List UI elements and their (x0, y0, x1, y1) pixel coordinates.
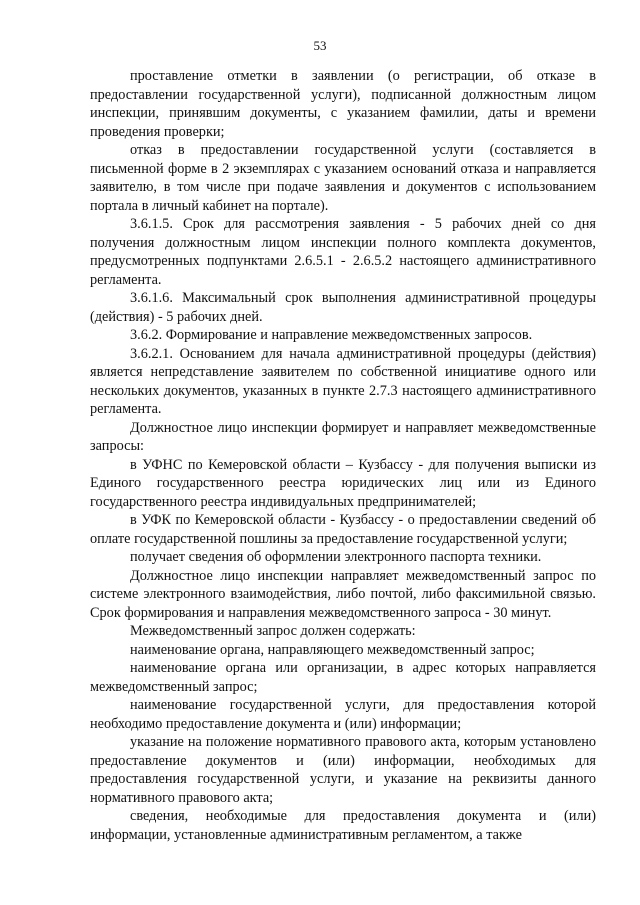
paragraph-request-sending: Должностное лицо инспекции направляет межведомственный запрос по системе электронного взаимодействия, либо почтой, либо факсимильной связью. Срок формирования и направления межведомственного запроса - 30 минут. (90, 567, 596, 621)
paragraph-3-6-2-1: 3.6.2.1. Основанием для начала административной процедуры (действия) является непредставление заявителем по собственной инициативе одного или нескольких документов, указанных в пункте 2.7.3 настоящего административного регламента. (90, 345, 596, 417)
paragraph-recipient-name: наименование органа или организации, в адрес которых направляется межведомственный запрос; (90, 660, 596, 695)
paragraph-3-6-1-6: 3.6.1.6. Максимальный срок выполнения административной процедуры (действия) - 5 рабочих дней. (90, 290, 596, 325)
paragraph-official-forms-requests: Должностное лицо инспекции формирует и направляет межведомственные запросы: (90, 419, 596, 454)
paragraph-3-6-1-5: 3.6.1.5. Срок для рассмотрения заявления - 5 рабочих дней со дня получения должностным лицом инспекции полного комплекта документов, предусмотренных подпунктами 2.6.5.1 - 2.6.5.2 настоящего административного регламента. (90, 216, 596, 288)
paragraph-request-contents: Межведомственный запрос должен содержать: (130, 623, 416, 639)
page-number: 53 (313, 38, 327, 53)
paragraph-service-name: наименование государственной услуги, для предоставления которой необходимо предоставление документа и (или) информации; (90, 697, 596, 732)
paragraph-electronic-passport: получает сведения об оформлении электронного паспорта техники. (130, 549, 542, 565)
paragraph-3-6-2: 3.6.2. Формирование и направление межведомственных запросов. (130, 327, 533, 343)
paragraph-refusal: отказ в предоставлении государственной услуги (составляется в письменной форме в 2 экземплярах с указанием оснований отказа и направляется заявителю, в том числе при подаче заявления и документов с использованием портала в личный кабинет на портале). (90, 142, 596, 214)
document-body (90, 67, 596, 844)
paragraph-required-info: сведения, необходимые для предоставления документа и (или) информации, установленные административным регламентом, а также (90, 808, 596, 843)
paragraph-approval-mark: проставление отметки в заявлении (о регистрации, об отказе в предоставлении государственной услуги), подписанной должностным лицом инспекции, принявшим документы, с указанием фамилии, даты и времени проведения проверки; (90, 68, 596, 140)
paragraph-ufk: в УФК по Кемеровской области - Кузбассу - о предоставлении сведений об оплате государственной пошлины за предоставление государственной услуги; (90, 512, 596, 547)
paragraph-sending-body-name: наименование органа, направляющего межведомственный запрос; (130, 641, 535, 658)
paragraph-legal-act: указание на положение нормативного правового акта, которым установлено предоставление документов и (или) информации, необходимых для предоставления государственной услуги, и указание на реквизиты данного нормативного правового акта; (90, 734, 596, 806)
paragraph-ufns: в УФНС по Кемеровской области – Кузбассу - для получения выписки из Единого государственного реестра юридических лиц или из Единого государственного реестра индивидуальных предпринимателей; (90, 456, 596, 510)
